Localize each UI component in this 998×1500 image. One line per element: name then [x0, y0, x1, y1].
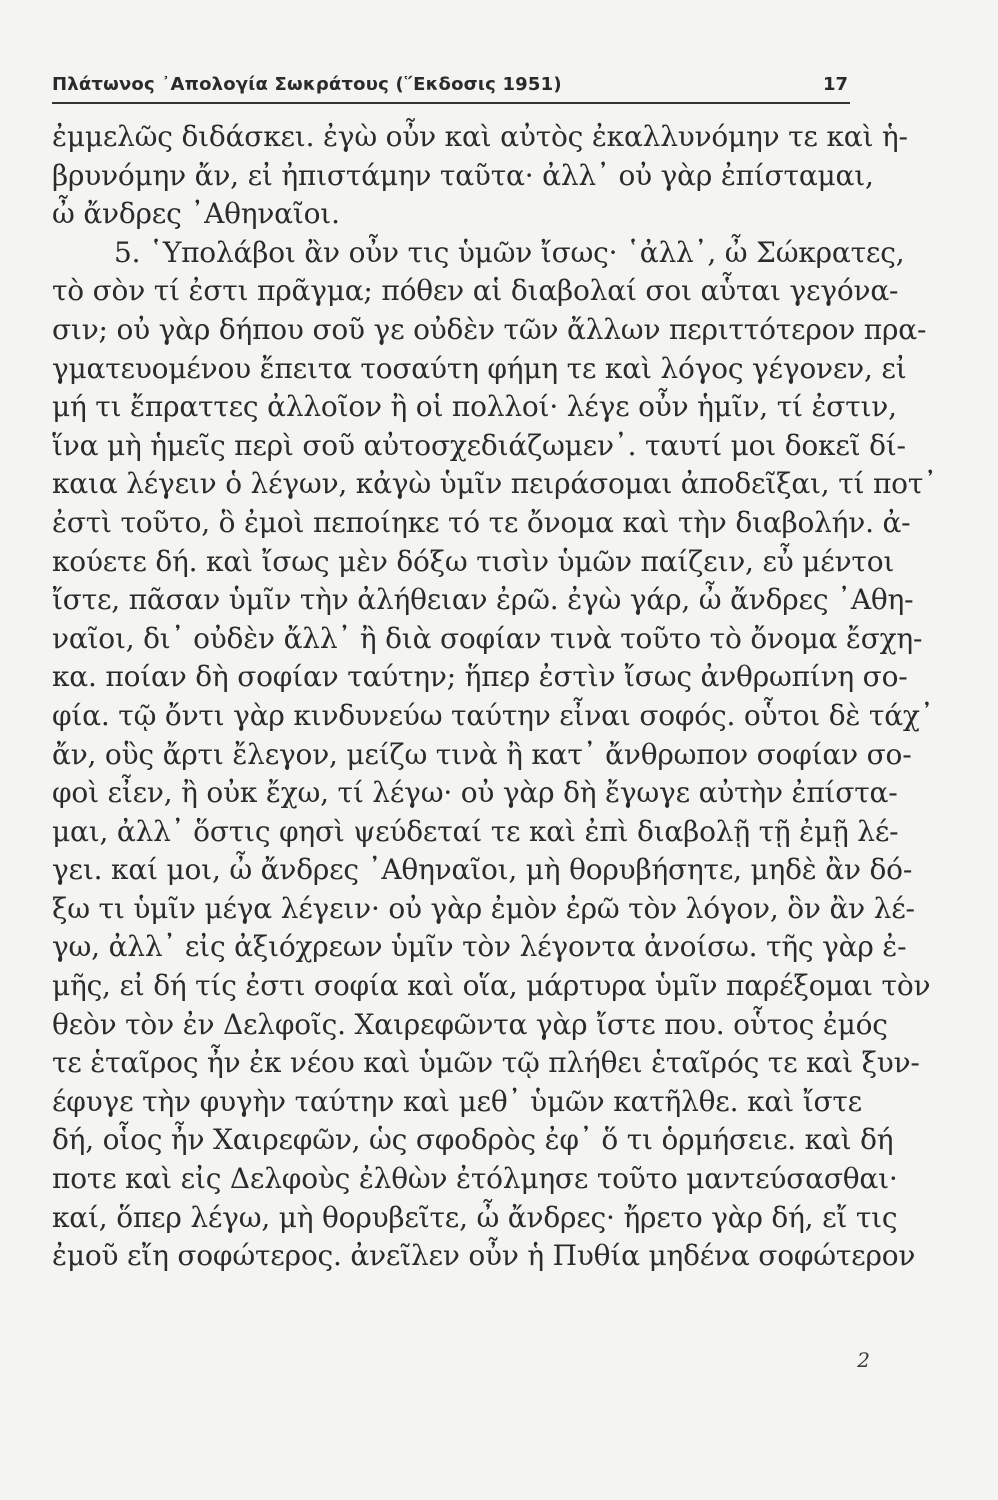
text-line: ξω τι ὑμῖν μέγα λέγειν· οὐ γὰρ ἐμὸν ἐρῶ τὸν λόγον, ὃν ἂν λέ- — [52, 891, 915, 925]
text-line: ἐστὶ τοῦτο, ὃ ἐμοὶ πεποίηκε τό τε ὄνομα καὶ τὴν διαβολήν. ἀ- — [52, 505, 911, 539]
text-line: ἵνα μὴ ἡμεῖς περὶ σοῦ αὐτοσχεδιάζωμεν᾿. ταυτί μοι δοκεῖ δί- — [52, 428, 906, 462]
text-line: βρυνόμην ἄν, εἰ ἠπιστάμην ταῦτα· ἀλλ᾿ οὐ γὰρ ἐπίσταμαι, — [52, 158, 874, 192]
text-line: ναῖοι, δι᾿ οὐδὲν ἄλλ᾿ ἢ διὰ σοφίαν τινὰ τοῦτο τὸ ὄνομα ἔσχη- — [52, 621, 923, 655]
text-line: κούετε δή. καὶ ἴσως μὲν δόξω τισὶν ὑμῶν παίζειν, εὖ μέντοι — [52, 544, 895, 578]
text-line: μῆς, εἰ δή τίς ἐστι σοφία καὶ οἵα, μάρτυρα ὑμῖν παρέξομαι τὸν — [52, 969, 931, 1003]
body-text — [52, 118, 937, 1276]
text-line: ἐμοῦ εἴη σοφώτερος. ἀνεῖλεν οὖν ἡ Πυθία μηδένα σοφώτερον — [52, 1239, 916, 1273]
text-line: φία. τῷ ὄντι γὰρ κινδυνεύω ταύτην εἶναι σοφός. οὗτοι δὲ τάχ᾿ — [52, 698, 934, 732]
text-line: δή, οἷος ἦν Χαιρεφῶν, ὡς σφοδρὸς ἐφ᾿ ὅ τι ὁρμήσειε. καὶ δή — [52, 1123, 894, 1157]
text-line: φοὶ εἶεν, ἢ οὐκ ἔχω, τί λέγω· οὐ γὰρ δὴ ἔγωγε αὐτὴν ἐπίστα- — [52, 776, 898, 810]
text-line: ἄν, οὓς ἄρτι ἔλεγον, μείζω τινὰ ἢ κατ᾿ ἄνθρωπον σοφίαν σο- — [52, 737, 912, 771]
running-title: Πλάτωνος ᾿Απολογία Σωκράτους (῞Εκδοσις 1951) — [52, 74, 562, 95]
text-line: γει. καί μοι, ὦ ἄνδρες ᾿Αθηναῖοι, μὴ θορυβήσητε, μηδὲ ἂν δό- — [52, 853, 913, 887]
text-line: μαι, ἀλλ᾿ ὅστις φησὶ ψεύδεταί τε καὶ ἐπὶ διαβολῇ τῇ ἐμῇ λέ- — [52, 814, 899, 848]
text-line: ποτε καὶ εἰς Δελφοὺς ἐλθὼν ἐτόλμησε τοῦτο μαντεύσασθαι· — [52, 1162, 898, 1196]
text-line: τὸ σὸν τί ἐστι πρᾶγμα; πόθεν αἱ διαβολαί σοι αὗται γεγόνα- — [52, 274, 899, 308]
text-line: κα. ποίαν δὴ σοφίαν ταύτην; ἥπερ ἐστὶν ἴσως ἀνθρωπίνη σο- — [52, 660, 908, 694]
text-line: ὦ ἄνδρες ᾿Αθηναῖοι. — [52, 197, 340, 231]
page-number: 17 — [822, 74, 848, 95]
signature-mark: 2 — [857, 1348, 870, 1372]
text-line: καια λέγειν ὁ λέγων, κἀγὼ ὑμῖν πειράσομαι ἀποδεῖξαι, τί ποτ᾿ — [52, 467, 937, 501]
text-line: γματευομένου ἔπειτα τοσαύτη φήμη τε καὶ λόγος γέγονεν, εἰ — [52, 351, 907, 385]
text-line: μή τι ἔπραττες ἀλλοῖον ἢ οἱ πολλοί· λέγε οὖν ἡμῖν, τί ἐστιν, — [52, 390, 897, 424]
text-line: ἐμμελῶς διδάσκει. ἐγὼ οὖν καὶ αὐτὸς ἐκαλλυνόμην τε καὶ ἡ- — [52, 120, 908, 153]
text-line: σιν; οὐ γὰρ δήπου σοῦ γε οὐδὲν τῶν ἄλλων περιττότερον πρα- — [52, 312, 927, 346]
text-line: έφυγε τὴν φυγὴν ταύτην καὶ μεθ᾿ ὑμῶν κατῆλθε. καὶ ἴστε — [52, 1084, 862, 1118]
text-line: ἴστε, πᾶσαν ὑμῖν τὴν ἀλήθειαν ἐρῶ. ἐγὼ γάρ, ὦ ἄνδρες ᾿Αθη- — [52, 583, 914, 617]
text-line: τε ἑταῖρος ἦν ἐκ νέου καὶ ὑμῶν τῷ πλήθει ἑταῖρός τε καὶ ξυν- — [52, 1046, 920, 1080]
running-header — [52, 76, 850, 104]
text-line: γω, ἀλλ᾿ εἰς ἀξιόχρεων ὑμῖν τὸν λέγοντα ἀνοίσω. τῆς γὰρ ἐ- — [52, 930, 907, 964]
text-line: καί, ὅπερ λέγω, μὴ θορυβεῖτε, ὦ ἄνδρες· ἤρετο γὰρ δή, εἴ τις — [52, 1200, 898, 1234]
paragraph-start-line: 5. ῾Υπολάβοι ἂν οὖν τις ὑμῶν ἴσως· ῾ἀλλ᾿, ὦ Σώκρατες, — [114, 235, 905, 269]
text-line: θεὸν τὸν ἐν Δελφοῖς. Χαιρεφῶντα γὰρ ἴστε που. οὗτος ἐμός — [52, 1007, 888, 1041]
